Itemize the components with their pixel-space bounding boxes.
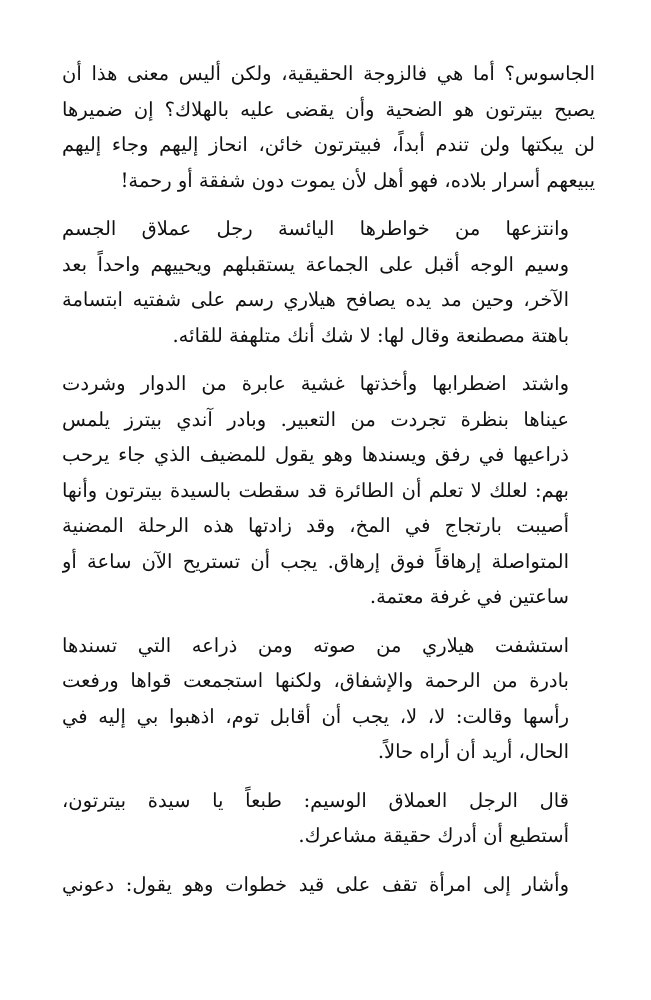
text-column [62,56,595,915]
text-line: رأسها وقالت: لا، لا، يجب أن أقابل توم، اذهبوا بي إليه في [62,704,569,728]
text-line: استشفت هيلاري من صوته ومن ذراعه التي تسندها [62,633,569,657]
text-line: الآخر، وحين مد يده يصافح هيلاري رسم على شفتيه ابتسامة [62,288,569,311]
text-line: وسيم الوجه أقبل على الجماعة يستقبلهم ويحييهم واحداً بعد [62,252,569,276]
paragraph-1 [62,56,595,198]
text-line: ذراعيها في رفق ويسندها وهو يقول للمضيف الذي جاء يرحب [62,443,569,466]
text-line: وانتزعها من خواطرها اليائسة رجل عملاق الجسم [62,217,569,240]
text-line: الحال، أريد أن أراه حالاً. [377,740,569,763]
paragraph-3 [62,366,595,615]
paragraph-6 [62,867,595,903]
text-line: باهتة مصطنعة وقال لها: لا شك أنك متلهفة للقائه. [172,323,569,347]
text-line: ساعتين في غرفة معتمة. [369,585,569,608]
text-line: لن يبكتها ولن تندم أبداً، فبيترتون خائن، انحاز إليهم وجاء إليهم [62,133,595,156]
text-line: المتواصلة إرهاقاً فوق إرهاق. يجب أن تستريح الآن ساعة أو [62,549,569,573]
paragraph-4 [62,628,595,770]
text-line: بهم: لعلك لا تعلم أن الطائرة قد سقطت بالسيدة بيترتون وأنها [62,478,569,502]
text-line: قال الرجل العملاق الوسيم: طبعاً يا سيدة بيترتون، [62,788,569,812]
text-line: يبيعهم أسرار بلاده، فهو أهل لأن يموت دون شفقة أو رحمة! [120,168,595,192]
text-line: وأشار إلى امرأة تقف على قيد خطوات وهو يقول: دعوني [62,872,569,896]
text-line: الجاسوس؟ أما هي فالزوجة الحقيقية، ولكن أليس معنى هذا أن [62,62,595,85]
text-line: واشتد اضطرابها وأخذتها غشية عابرة من الدوار وشردت [62,372,569,395]
text-line: أستطيع أن أدرك حقيقة مشاعرك. [298,824,569,847]
text-line: بادرة من الرحمة والإشفاق، ولكنها استجمعت قواها ورفعت [62,669,569,692]
text-line: عيناها بنظرة تجردت من التعبير. وبادر آندي بيترز يلمس [62,407,569,431]
paragraph-5 [62,783,595,854]
text-line: يصبح بيترتون هو الضحية وأن يقضى عليه بالهلاك؟ إن ضميرها [62,97,595,121]
text-line: أصيبت بارتجاج في المخ، وقد زادتها هذه الرحلة المضنية [62,514,569,537]
paragraph-2 [62,211,595,353]
